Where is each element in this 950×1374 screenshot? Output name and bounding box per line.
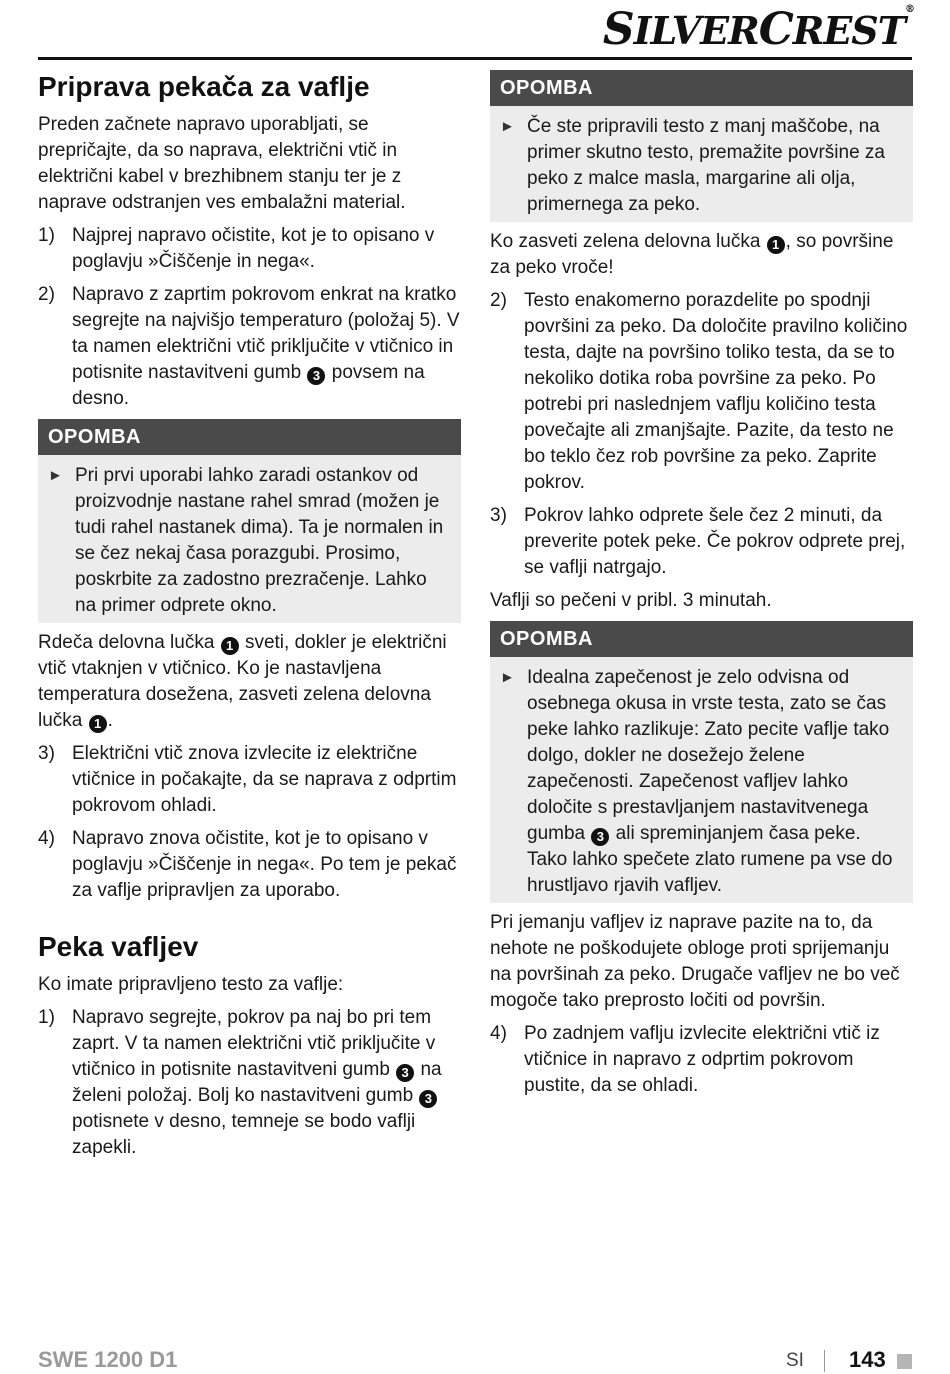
step-number: 1) [38, 1007, 55, 1028]
control-knob-3-icon: 3 [591, 828, 609, 846]
right-pointer-icon: ► [500, 118, 515, 135]
step-text: Napravo z zaprtim pokrovom enkrat na kratko segrejte na najvišjo temperaturo (položaj 5). V ta namen električni vtič priključite v vtičnico in potisnite nastavitveni gumb 3 povsem na desno. [72, 284, 460, 409]
step-text: Napravo znova očistite, kot je to opisano v poglavju »Čiščenje in nega«. Po tem je pekač za vaflje pripravljen za uporabo. [72, 828, 457, 901]
indicator-light-1-icon: 1 [221, 637, 239, 655]
section-title-preparation: Priprava pekača za vaflje [38, 71, 370, 102]
control-knob-3-icon: 3 [396, 1064, 414, 1082]
step-number: 4) [490, 1023, 507, 1044]
right-column [490, 70, 913, 1106]
right-pointer-icon: ► [48, 467, 63, 484]
step-text: Po zadnjem vaflju izvlecite električni vtič iz vtičnice in napravo z odprtim pokrovom pustite, da se ohladi. [524, 1023, 880, 1096]
list-item [38, 826, 461, 904]
removal-paragraph: Pri jemanju vafljev iz naprave pazite na to, da nehote ne poškodujete obloge proti sprijemanju na površinah za peko. Drugače vafljev ne bo več mogoče tako preprosto ločiti od površin. [490, 912, 900, 1011]
list-item [38, 282, 461, 412]
section-title-baking: Peka vafljev [38, 931, 199, 962]
step-text: Testo enakomerno porazdelite po spodnji površini za peko. Da določite pravilno količino testa, dajte na površino toliko testa, da se to nekoliko dotika roba površine za peko. Po potrebi pri naslednjem vaflju količino testa povečajte ali zmanjšajte. Pazite, da testo ne bo teklo čez rob površine za peko. Zaprite pokrov. [524, 290, 908, 493]
step-text: Napravo segrejte, pokrov pa naj bo pri tem zaprt. V ta namen električni vtič priključite v vtičnico in potisnite nastavitveni gumb 3 na želeni položaj. Bolj ko nastavitveni gumb 3 potisnete v desno, temneje se bodo vaflji zapekli. [72, 1007, 442, 1158]
note-text: Če ste pripravili testo z manj maščobe, na primer skutno testo, premažite površine za peko z malce masla, margarine ali olja, primernega za peko. [527, 116, 885, 215]
step-number: 2) [490, 290, 507, 311]
note-box [38, 419, 461, 623]
indicator-light-1-icon: 1 [767, 236, 785, 254]
control-knob-3-icon: 3 [307, 367, 325, 385]
note-text: Pri prvi uporabi lahko zaradi ostankov od proizvodnje nastane rahel smrad (možen je tudi rahel nastanek dima). Ta je normalen in se čez nekaj časa porazgubi. Prosimo, poskrbite za zadostno prezračenje. Lahko na primer odprete okno. [75, 465, 444, 616]
page-number: 143 [849, 1347, 886, 1372]
indicator-paragraph: Rdeča delovna lučka 1 sveti, dokler je električni vtič vtaknjen v vtičnico. Ko je nastavljena temperatura dosežena, zasveti zelena delovna lučka 1 . [38, 632, 447, 731]
step-text: Najprej napravo očistite, kot je to opisano v poglavju »Čiščenje in nega«. [72, 225, 435, 272]
page-marker-icon [897, 1354, 912, 1369]
footer-divider [824, 1350, 825, 1372]
note-title: OPOMBA [38, 419, 461, 455]
left-column [38, 70, 461, 1168]
step-text: Pokrov lahko odprete šele čez 2 minuti, da preverite potek peke. Če pokrov odprete prej, se vaflji natrgajo. [524, 505, 906, 578]
list-item [38, 223, 461, 275]
step-text: Električni vtič znova izvlecite iz električne vtičnice in počakajte, da se naprava z odprtim pokrovom ohladi. [72, 743, 457, 816]
silvercrest-logo: SILVERCREST® [602, 4, 914, 55]
baking-time-paragraph: Vaflji so pečeni v pribl. 3 minutah. [490, 590, 772, 611]
step-number: 1) [38, 225, 55, 246]
note-box [490, 70, 913, 222]
baking-intro: Ko imate pripravljeno testo za vaflje: [38, 974, 344, 995]
right-pointer-icon: ► [500, 669, 515, 686]
list-item [38, 741, 461, 819]
list-item [38, 1005, 461, 1161]
control-knob-3-icon: 3 [419, 1090, 437, 1108]
hot-surface-paragraph: Ko zasveti zelena delovna lučka 1 , so površine za peko vroče! [490, 231, 894, 278]
header-rule [38, 57, 912, 60]
language-code: SI [786, 1350, 804, 1371]
list-item [490, 1021, 913, 1099]
list-item [490, 503, 913, 581]
model-number: SWE 1200 D1 [38, 1347, 178, 1372]
note-title: OPOMBA [490, 621, 913, 657]
step-number: 3) [38, 743, 55, 764]
list-item [490, 288, 913, 496]
note-box [490, 621, 913, 903]
intro-paragraph: Preden začnete napravo uporabljati, se prepričajte, da so naprava, električni vtič in električni kabel v brezhibnem stanju ter je z naprave odstranjen ves embalažni material. [38, 114, 406, 213]
step-number: 2) [38, 284, 55, 305]
indicator-light-1-icon: 1 [89, 715, 107, 733]
step-number: 3) [490, 505, 507, 526]
note-text: Idealna zapečenost je zelo odvisna od osebnega okusa in vrste testa, zato se čas peke lahko razlikuje: Zato pecite vaflje tako dolgo, dokler ne dosežejo želene zapečenosti. Zapečenost vafljev lahko določite s prestavljanjem nastavitvenega gumba 3 ali spreminjanjem časa peke. Tako lahko spečete zlato rumene pa vse do hrustljavo rjavih vafljev. [527, 667, 893, 896]
step-number: 4) [38, 828, 55, 849]
note-title: OPOMBA [490, 70, 913, 106]
